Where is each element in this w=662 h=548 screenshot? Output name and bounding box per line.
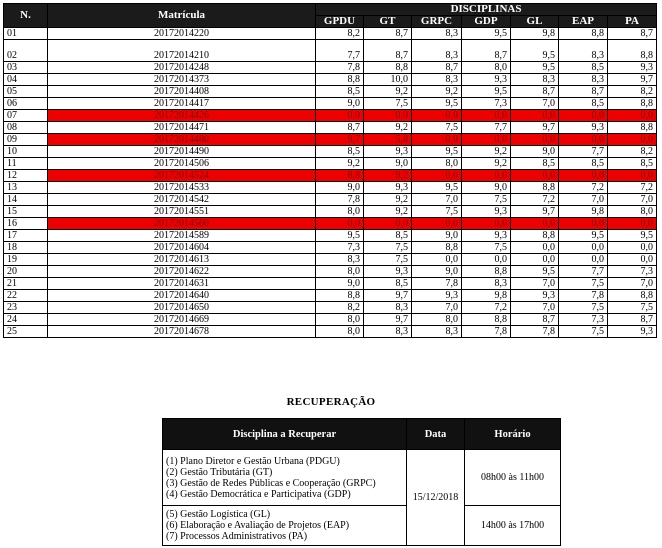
grade-cell: 8,0 [316,266,364,278]
row-number: 24 [4,314,48,326]
row-matricula: 20172014490 [48,146,316,158]
grade-cell: 7,5 [412,122,462,134]
grade-cell: 7,2 [559,182,608,194]
grade-cell: 8,7 [559,86,608,98]
grade-cell: 9,3 [364,266,412,278]
recovery-discipline-item: (2) Gestão Tributária (GT) [166,466,273,478]
grade-cell: 0,0 [511,218,559,230]
grade-cell: 8,0 [462,62,511,74]
grades-table-body [4,28,657,338]
row-matricula: 20172014631 [48,278,316,290]
row-matricula: 20172014408 [48,86,316,98]
grade-cell: 9,2 [364,86,412,98]
recovery-table [162,418,561,546]
row-number: 14 [4,194,48,206]
col-header-disciplinas: DISCIPLINAS [316,4,657,16]
grade-cell: 8,5 [559,62,608,74]
grade-cell: 8,7 [462,40,511,62]
table-row [4,290,657,302]
grade-cell: 7,7 [316,40,364,62]
recovery-date: 15/12/2018 [407,450,465,546]
grade-cell: 0,0 [559,218,608,230]
grade-cell: 8,8 [316,74,364,86]
grade-cell: 8,2 [608,146,657,158]
grade-cell: 7,5 [559,326,608,338]
grade-cell: 8,7 [412,62,462,74]
grade-cell: 9,5 [511,40,559,62]
grade-cell: 8,7 [608,314,657,326]
recovery-time: 14h00 às 17h00 [465,506,561,546]
grade-cell: 7,3 [462,98,511,110]
grade-cell: 9,2 [364,122,412,134]
grade-cell: 7,5 [462,242,511,254]
grade-cell: 8,0 [608,206,657,218]
grade-cell: 7,0 [511,302,559,314]
row-matricula: 20172014589 [48,230,316,242]
grade-cell: 0,0 [608,218,657,230]
grade-cell: 0,0 [462,218,511,230]
row-matricula: 20172014678 [48,326,316,338]
grade-cell: 8,8 [608,122,657,134]
row-number: 13 [4,182,48,194]
table-row [4,206,657,218]
grade-cell: 9,5 [462,28,511,40]
row-matricula: 20172014551 [48,206,316,218]
recovery-header-date: Data [407,419,465,450]
grade-cell: 8,8 [412,242,462,254]
grade-cell: 8,3 [559,74,608,86]
row-number: 02 [4,40,48,62]
table-row [4,158,657,170]
grade-cell: 9,2 [364,206,412,218]
grade-cell: 8,7 [316,122,364,134]
table-row [4,230,657,242]
grade-cell: 7,5 [412,206,462,218]
grade-cell: 8,7 [608,28,657,40]
grade-cell: 8,8 [316,170,364,182]
table-row [4,86,657,98]
grade-cell: 7,5 [364,98,412,110]
row-matricula: 20172014210 [48,40,316,62]
grade-cell: 7,5 [559,278,608,290]
grade-cell: 7,8 [316,194,364,206]
grade-cell: 0,0 [608,110,657,122]
grade-cell: 7,0 [511,98,559,110]
row-number: 23 [4,302,48,314]
col-header-n: N. [4,4,48,28]
table-row [4,302,657,314]
grade-cell: 8,8 [559,28,608,40]
col-header-subject: GDP [462,16,511,28]
row-number: 10 [4,146,48,158]
grade-cell: 9,7 [608,74,657,86]
grade-cell: 8,5 [559,98,608,110]
grade-cell: 7,0 [559,194,608,206]
grade-cell: 0,0 [412,218,462,230]
grade-cell: 8,0 [412,158,462,170]
grade-cell: 0,0 [559,242,608,254]
row-number: 18 [4,242,48,254]
row-number: 04 [4,74,48,86]
grade-cell: 0,0 [559,170,608,182]
row-matricula: 20172014613 [48,254,316,266]
grade-cell: 7,3 [608,266,657,278]
grade-cell: 8,0 [412,314,462,326]
grades-table [3,3,657,338]
recovery-discipline-item: (4) Gestão Democrática e Participativa (GDP) [166,488,351,500]
row-number: 11 [4,158,48,170]
row-matricula: 20172014248 [48,62,316,74]
recovery-title: RECUPERAÇÃO [286,396,376,408]
row-number: 03 [4,62,48,74]
grade-cell: 7,3 [316,242,364,254]
row-matricula: 20172014640 [48,290,316,302]
grade-cell: 0,0 [462,170,511,182]
recovery-discipline-item: (7) Processos Administrativos (PA) [166,531,308,542]
recovery-discipline-group [163,450,407,506]
grade-cell: 9,3 [364,182,412,194]
table-row [4,278,657,290]
grade-cell: 9,0 [316,278,364,290]
grade-cell: 7,5 [462,194,511,206]
row-matricula: 20172014417 [48,98,316,110]
grade-cell: 9,5 [511,62,559,74]
grade-cell: 8,5 [364,230,412,242]
grade-cell: 8,5 [559,158,608,170]
grade-cell: 8,3 [316,254,364,266]
grade-cell: 0,0 [608,254,657,266]
table-row [4,314,657,326]
row-number: 07 [4,110,48,122]
recovery-header-time: Horário [465,419,561,450]
grade-cell: 9,0 [412,266,462,278]
grade-cell: 9,5 [412,98,462,110]
grade-cell: 7,0 [608,278,657,290]
col-header-subject: GL [511,16,559,28]
grade-cell: 9,5 [412,182,462,194]
grade-cell: 7,2 [511,194,559,206]
row-number: 05 [4,86,48,98]
grade-cell: 7,2 [462,302,511,314]
grade-cell: 9,0 [316,182,364,194]
row-matricula: 20172014604 [48,242,316,254]
row-matricula: 20172014560 [48,218,316,230]
grade-cell: 9,7 [511,206,559,218]
grade-cell: 8,0 [316,314,364,326]
grade-cell: 9,3 [364,146,412,158]
grade-cell: 8,3 [462,278,511,290]
grade-cell: 0,0 [511,134,559,146]
grade-cell: 8,5 [316,86,364,98]
grade-cell: 8,3 [412,326,462,338]
row-matricula: 20172014480 [48,134,316,146]
grade-cell: 7,8 [559,290,608,302]
row-number: 16 [4,218,48,230]
row-matricula: 20172014669 [48,314,316,326]
row-matricula: 20172014533 [48,182,316,194]
grade-cell: 9,3 [608,62,657,74]
grade-cell: 8,3 [364,302,412,314]
grade-cell: 9,3 [559,122,608,134]
grade-cell: 0,0 [511,242,559,254]
grade-cell: 0,0 [462,254,511,266]
grade-cell: 7,2 [608,182,657,194]
grade-cell: 8,7 [364,40,412,62]
table-row [4,266,657,278]
row-matricula: 20172014542 [48,194,316,206]
grade-cell: 9,3 [608,326,657,338]
grade-cell: 8,7 [511,86,559,98]
grade-cell: 9,2 [316,158,364,170]
grade-cell: 0,0 [462,134,511,146]
grade-cell: 7,7 [559,266,608,278]
grade-cell: 7,3 [559,314,608,326]
table-row [4,98,657,110]
grade-cell: 0,0 [412,170,462,182]
grade-cell: 8,3 [412,74,462,86]
table-row [4,122,657,134]
grade-cell: 8,5 [316,146,364,158]
col-header-subject: EAP [559,16,608,28]
row-matricula: 20172014622 [48,266,316,278]
grade-cell: 9,2 [412,86,462,98]
grade-cell: 7,8 [511,326,559,338]
grade-cell: 8,7 [364,28,412,40]
grade-cell: 8,2 [608,86,657,98]
grade-cell: 8,8 [608,290,657,302]
table-row [4,218,657,230]
row-number: 20 [4,266,48,278]
grade-cell: 8,8 [511,182,559,194]
grade-cell: 9,5 [462,86,511,98]
grade-cell: 9,2 [364,170,412,182]
grade-cell: 8,0 [316,326,364,338]
grade-cell: 0,0 [511,170,559,182]
grade-cell: 9,3 [462,230,511,242]
row-number: 22 [4,290,48,302]
grade-cell: 9,0 [364,158,412,170]
row-matricula: 20172014471 [48,122,316,134]
col-header-subject: PA [608,16,657,28]
grade-cell: 10,0 [364,74,412,86]
grade-cell: 7,5 [364,242,412,254]
grade-cell: 7,8 [462,326,511,338]
grade-cell: 8,2 [316,28,364,40]
grade-cell: 8,2 [316,302,364,314]
col-header-subject: GT [364,16,412,28]
grade-cell: 9,3 [412,290,462,302]
grade-cell: 8,3 [364,326,412,338]
grade-cell: 0,0 [511,110,559,122]
grade-cell: 0,0 [364,110,412,122]
table-row [4,170,657,182]
grade-cell: 0,0 [608,170,657,182]
grade-cell: 7,0 [412,302,462,314]
grade-cell: 8,5 [364,278,412,290]
row-number: 17 [4,230,48,242]
grade-cell: 9,5 [511,266,559,278]
grade-cell: 0,0 [462,110,511,122]
table-row [4,194,657,206]
table-row [4,242,657,254]
row-number: 09 [4,134,48,146]
table-row [4,74,657,86]
recovery-discipline-item: (5) Gestão Logística (GL) [166,509,271,520]
grade-cell: 9,2 [364,194,412,206]
row-matricula: 20172014220 [48,28,316,40]
grade-cell: 8,5 [511,158,559,170]
row-number: 01 [4,28,48,40]
grade-cell: 9,3 [462,74,511,86]
grade-cell: 9,5 [316,230,364,242]
grade-cell: 8,8 [511,230,559,242]
grade-cell: 5,8 [364,134,412,146]
grade-cell: 9,8 [511,28,559,40]
recovery-discipline-item: (3) Gestão de Redes Públicas e Cooperação (GRPC) [166,477,376,489]
grade-cell: 0,0 [316,110,364,122]
table-row [4,40,657,62]
grade-cell: 9,5 [412,146,462,158]
grade-cell: 8,3 [559,40,608,62]
recovery-discipline-item: (6) Elaboração e Avaliação de Projetos (EAP) [166,520,350,531]
table-row [4,110,657,122]
grade-cell: 7,8 [316,62,364,74]
grade-cell: 8,0 [316,206,364,218]
grade-cell: 9,7 [511,122,559,134]
grade-cell: 8,8 [316,290,364,302]
grade-cell: 8,8 [364,62,412,74]
table-row [4,182,657,194]
grade-cell: 0,0 [559,110,608,122]
grade-cell: 9,2 [462,146,511,158]
grade-cell: 8,3 [412,28,462,40]
grade-cell: 9,3 [462,206,511,218]
grade-cell: 9,0 [511,146,559,158]
grade-cell: 0,0 [412,254,462,266]
grade-cell: 9,5 [608,230,657,242]
col-header-matricula: Matrícula [48,4,316,28]
grade-cell: 9,0 [462,182,511,194]
grade-cell: 9,8 [462,290,511,302]
grade-cell: 7,5 [608,302,657,314]
grade-cell: 0,0 [608,242,657,254]
col-header-subject: GRPC [412,16,462,28]
grade-cell: 8,8 [462,314,511,326]
row-matricula: 20172014373 [48,74,316,86]
grade-cell: 7,5 [559,302,608,314]
row-number: 12 [4,170,48,182]
grade-cell: 7,7 [559,146,608,158]
grade-cell: 8,8 [462,266,511,278]
grade-cell: 0,0 [316,218,364,230]
row-matricula: 20172014506 [48,158,316,170]
table-row [4,134,657,146]
grade-cell: 0,0 [559,134,608,146]
grade-cell: 8,8 [608,98,657,110]
row-matricula: 20172014524 [48,170,316,182]
grade-cell: 0,0 [511,254,559,266]
table-row [4,254,657,266]
col-header-subject: GPDU [316,16,364,28]
row-number: 06 [4,98,48,110]
recovery-header-discipline: Disciplina a Recuperar [163,419,407,450]
grade-cell: 0,0 [608,134,657,146]
grade-cell: 9,7 [364,290,412,302]
grade-cell: 8,3 [412,40,462,62]
grade-cell: 7,8 [412,278,462,290]
row-number: 19 [4,254,48,266]
table-row [4,62,657,74]
grade-cell: 8,5 [608,158,657,170]
grade-cell: 9,0 [412,230,462,242]
row-number: 25 [4,326,48,338]
table-row [4,326,657,338]
grade-cell: 0,0 [412,110,462,122]
row-number: 21 [4,278,48,290]
grade-cell: 9,7 [364,314,412,326]
grade-cell: 0,0 [412,134,462,146]
row-number: 08 [4,122,48,134]
grade-cell: 8,8 [608,40,657,62]
grade-cell: 9,7 [316,134,364,146]
grade-cell: 7,5 [364,254,412,266]
row-matricula: 20172014650 [48,302,316,314]
grade-cell: 0,0 [559,254,608,266]
grade-cell: 9,8 [559,206,608,218]
recovery-discipline-group [163,506,407,546]
recovery-discipline-item: (1) Plano Diretor e Gestão Urbana (PDGU) [166,455,340,467]
row-matricula: 20172014426 [48,110,316,122]
grade-cell: 8,7 [511,314,559,326]
grade-cell: 9,2 [462,158,511,170]
grades-table-header [4,4,657,28]
grade-cell: 7,0 [608,194,657,206]
grade-cell: 7,0 [511,278,559,290]
row-number: 15 [4,206,48,218]
grade-cell: 7,0 [412,194,462,206]
grade-cell: 9,0 [316,98,364,110]
grade-cell: 0,0 [364,218,412,230]
grade-cell: 8,3 [511,74,559,86]
grade-cell: 7,7 [462,122,511,134]
grade-cell: 9,5 [559,230,608,242]
grade-cell: 9,3 [511,290,559,302]
table-row [4,146,657,158]
table-row [4,28,657,40]
recovery-time: 08h00 às 11h00 [465,450,561,506]
